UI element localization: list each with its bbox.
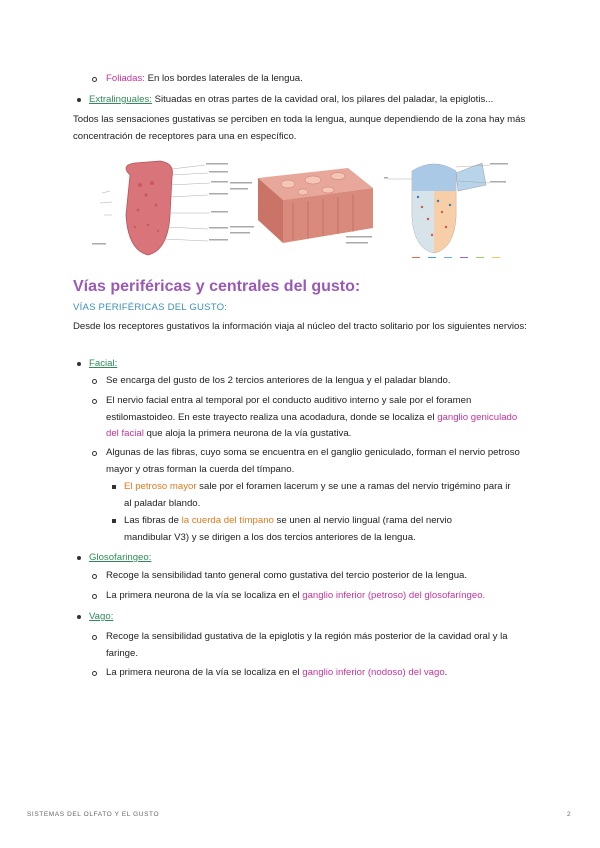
tongue-anatomy-image <box>90 155 235 260</box>
bullet-disc <box>77 98 81 102</box>
ganglio-geniculado-highlight: ganglio geniculado del facial <box>106 411 518 439</box>
facial-item-2-text-a: El nervio facial entra al temporal por el conducto auditivo interno y sale por el foramen estilomastoideo. En este trayecto realiza una acodadura, donde se localiza el <box>106 395 472 423</box>
bullet-circle <box>92 379 97 384</box>
bullet-circle <box>92 77 97 82</box>
bullet-circle <box>92 451 97 456</box>
ganglio-nodoso-highlight: ganglio inferior (nodoso) del vago <box>302 667 445 678</box>
facial-subitem-2-text-a: Las fibras de <box>124 515 182 526</box>
vago-item-2-text-a: La primera neurona de la vía se localiza en el <box>106 667 303 678</box>
glosofaringeo-item-1: Recoge la sensibilidad tanto general como gustativa del tercio posterior de la lengua. <box>106 570 468 581</box>
bullet-circle <box>92 635 97 640</box>
section-title: Vías periféricas y centrales del gusto: <box>73 278 361 295</box>
bullet-disc <box>77 362 81 366</box>
vago-item-2-text-b: . <box>444 667 448 678</box>
bullet-circle <box>92 399 97 404</box>
tongue-innervation-image <box>382 157 510 259</box>
facial-subitem-1-text: sale por el foramen lacerum y se une a ramas del nervio trigémino para ir al paladar blando. <box>124 481 511 509</box>
section-subtitle: VÍAS PERIFÉRICAS DEL GUSTO: <box>73 302 228 313</box>
facial-link[interactable]: Facial: <box>89 358 118 369</box>
foliadas-text: En los bordes laterales de la lengua. <box>144 73 303 84</box>
vago-label-wrap <box>89 609 113 626</box>
vago-item-2 <box>106 665 546 682</box>
extralinguales-item <box>89 92 589 109</box>
taste-paragraph: Todos las sensaciones gustativas se perciben en toda la lengua, aunque dependiendo de la zona hay más concentración de receptores para una en específico. <box>73 114 526 142</box>
section-intro: Desde los receptores gustativos la información viaja al núcleo del tracto solitario por los siguientes nervios: <box>73 321 527 332</box>
foliadas-item <box>106 71 576 88</box>
glosofaringeo-item-2 <box>106 588 566 605</box>
bullet-square <box>112 519 116 523</box>
bullet-disc <box>77 556 81 560</box>
ganglio-petroso-highlight: ganglio inferior (petroso) del glosofaríngeo. <box>302 590 486 601</box>
bullet-square <box>112 485 116 489</box>
bullet-disc <box>77 615 81 619</box>
vago-item-1: Recoge la sensibilidad gustativa de la epiglotis y la región más posterior de la cavidad oral y la faringe. <box>106 631 508 659</box>
facial-item-3: Algunas de las fibras, cuyo soma se encuentra en el ganglio geniculado, forman el nervio petroso mayor y otras forman la cuerda del tímpano. <box>106 447 520 475</box>
glosofaringeo-link[interactable]: Glosofaringeo: <box>89 552 152 563</box>
glosofaringeo-item-2-text: La primera neurona de la vía se localiza en el <box>106 590 303 601</box>
facial-subitem-2 <box>124 513 494 546</box>
bullet-circle <box>92 594 97 599</box>
bullet-circle <box>92 671 97 676</box>
bullet-circle <box>92 574 97 579</box>
cuerda-timpano-highlight: la cuerda del tímpano <box>181 515 274 526</box>
facial-item-1: Se encarga del gusto de los 2 tercios anteriores de la lengua y el paladar blando. <box>106 375 451 386</box>
facial-label-wrap <box>89 356 117 373</box>
facial-subitem-2-text-b: se unen al nervio lingual (rama del nervio mandibular V3) y se dirigen a los dos tercios anteriores de la lengua. <box>124 515 452 543</box>
papillae-section-image <box>228 158 378 256</box>
extralinguales-text: Situadas en otras partes de la cavidad oral, los pilares del paladar, la epiglotis... <box>151 94 494 105</box>
innervation-legend <box>412 250 512 258</box>
vago-link[interactable]: Vago: <box>89 611 114 622</box>
facial-item-2-text-b: que aloja la primera neurona de la vía gustativa. <box>143 428 352 439</box>
facial-item-2 <box>106 393 526 443</box>
foliadas-term: Foliadas: <box>106 73 145 84</box>
petroso-mayor-highlight: El petroso mayor <box>124 481 197 492</box>
footer-title: SISTEMAS DEL OLFATO Y EL GUSTO <box>27 811 160 818</box>
facial-subitem-1 <box>124 479 519 512</box>
page-number: 2 <box>567 811 572 818</box>
extralinguales-link[interactable]: Extralinguales: <box>89 94 152 105</box>
glosofaringeo-label-wrap <box>89 550 151 567</box>
